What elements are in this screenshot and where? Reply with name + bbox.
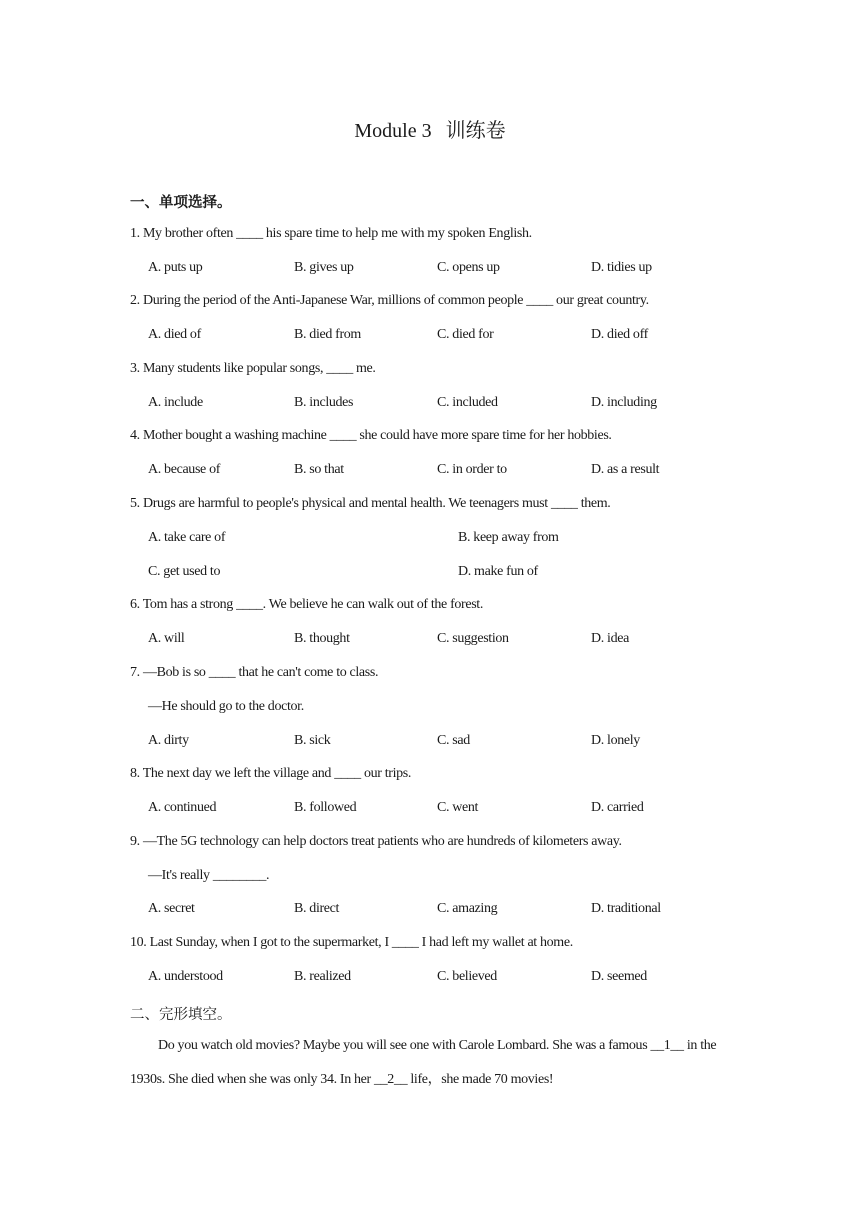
- option-a: A. will: [148, 631, 185, 646]
- option-d: D. traditional: [591, 901, 661, 916]
- option-b: B. includes: [294, 395, 354, 410]
- option-c: C. included: [437, 395, 498, 410]
- option-a: A. died of: [148, 327, 201, 342]
- option-c: C. died for: [437, 327, 494, 342]
- option-c: C. sad: [437, 733, 470, 748]
- section-heading-cloze: 二、完形填空。: [130, 1007, 232, 1023]
- option-b: B. followed: [294, 800, 357, 815]
- option-b: B. gives up: [294, 260, 354, 275]
- option-c: C. amazing: [437, 901, 498, 916]
- option-c: C. opens up: [437, 260, 500, 275]
- option-a: A. understood: [148, 969, 223, 984]
- option-a: A. continued: [148, 800, 217, 815]
- question-9: 9. —The 5G technology can help doctors treat patients who are hundreds of kilometers away.: [130, 834, 622, 849]
- question-7-reply: —He should go to the doctor.: [148, 699, 304, 714]
- question-8: 8. The next day we left the village and ____ our trips.: [130, 766, 412, 781]
- option-a: A. puts up: [148, 260, 203, 275]
- cloze-passage: [130, 1029, 735, 1097]
- question-6: 6. Tom has a strong ____. We believe he can walk out of the forest.: [130, 597, 483, 612]
- title-suffix: 训练卷: [445, 120, 506, 142]
- option-b: B. keep away from: [458, 530, 559, 545]
- page-title: [0, 114, 860, 143]
- option-d: D. make fun of: [458, 564, 538, 579]
- option-c: C. suggestion: [437, 631, 509, 646]
- question-4: 4. Mother bought a washing machine ____ she could have more spare time for her hobbies.: [130, 428, 612, 443]
- option-c: C. went: [437, 800, 479, 815]
- title-module: Module 3: [354, 120, 432, 142]
- option-a: A. take care of: [148, 530, 226, 545]
- question-10: 10. Last Sunday, when I got to the supermarket, I ____ I had left my wallet at home.: [130, 935, 573, 950]
- option-a: A. include: [148, 395, 203, 410]
- option-b: B. died from: [294, 327, 361, 342]
- question-2: 2. During the period of the Anti-Japanese War, millions of common people ____ our great country.: [130, 293, 649, 308]
- option-d: D. lonely: [591, 733, 640, 748]
- cloze-passage-text: Do you watch old movies? Maybe you will see one with Carole Lombard. She was a famous __1__ in the 1930s. She died when she was only 34. In her __2__ life，she made 70 movies!: [130, 1038, 717, 1087]
- option-d: D. tidies up: [591, 260, 652, 275]
- option-d: D. died off: [591, 327, 648, 342]
- option-b: B. thought: [294, 631, 350, 646]
- option-a: A. because of: [148, 462, 221, 477]
- question-9-reply: —It's really ________.: [148, 868, 270, 883]
- option-a: A. dirty: [148, 733, 189, 748]
- option-c: C. in order to: [437, 462, 507, 477]
- option-c: C. get used to: [148, 564, 221, 579]
- option-a: A. secret: [148, 901, 195, 916]
- question-7: 7. —Bob is so ____ that he can't come to class.: [130, 665, 379, 680]
- option-d: D. as a result: [591, 462, 660, 477]
- option-d: D. seemed: [591, 969, 647, 984]
- question-5: 5. Drugs are harmful to people's physical and mental health. We teenagers must ____ them.: [130, 496, 611, 511]
- section-heading-multiple-choice: 一、单项选择。: [130, 195, 232, 211]
- option-b: B. sick: [294, 733, 331, 748]
- option-d: D. including: [591, 395, 657, 410]
- option-b: B. so that: [294, 462, 344, 477]
- option-d: D. carried: [591, 800, 644, 815]
- option-b: B. realized: [294, 969, 351, 984]
- question-1: 1. My brother often ____ his spare time to help me with my spoken English.: [130, 226, 532, 241]
- option-c: C. believed: [437, 969, 497, 984]
- option-b: B. direct: [294, 901, 340, 916]
- question-3: 3. Many students like popular songs, ____ me.: [130, 361, 376, 376]
- option-d: D. idea: [591, 631, 629, 646]
